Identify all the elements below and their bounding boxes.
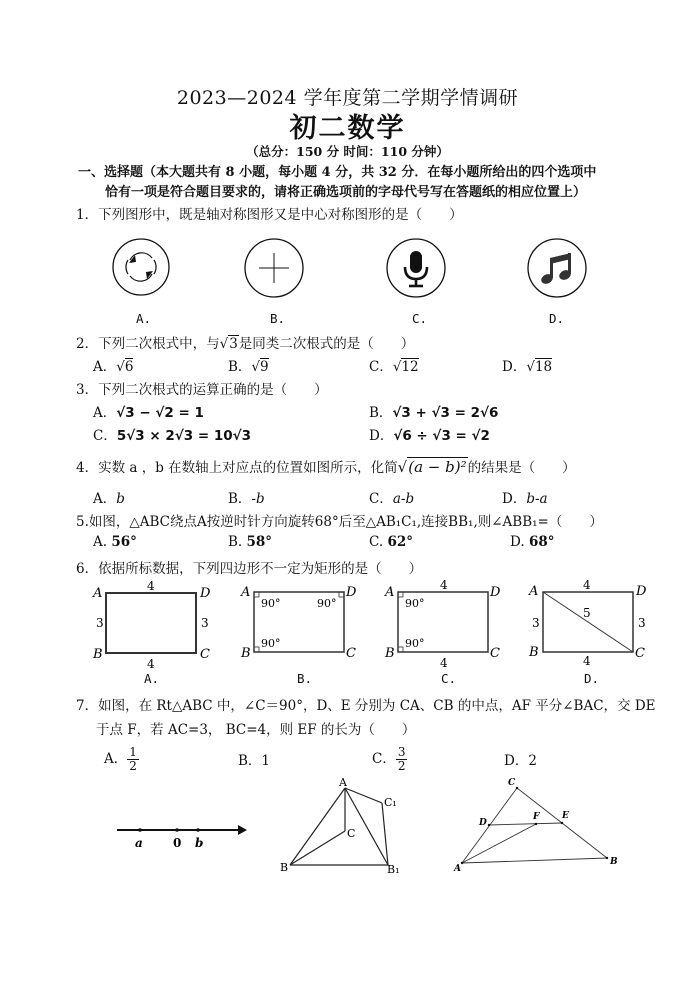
q1-stem: 1．下列图形中，既是轴对称图形又是中心对称图形的是（ ） xyxy=(76,207,463,223)
svg-text:4: 4 xyxy=(440,656,448,670)
q3-stem: 3．下列二次根式的运算正确的是（ ） xyxy=(76,382,328,398)
svg-text:90°: 90° xyxy=(405,637,425,650)
q6-label-c: C. xyxy=(441,671,457,686)
svg-text:C: C xyxy=(347,827,356,840)
svg-text:D: D xyxy=(346,585,357,600)
svg-text:C: C xyxy=(635,646,645,661)
svg-text:90°: 90° xyxy=(261,637,281,650)
q2-option-a: A．√6 xyxy=(93,359,134,375)
q2-option-c: C．√12 xyxy=(369,359,419,375)
svg-text:A: A xyxy=(241,585,251,600)
svg-text:A: A xyxy=(339,776,347,789)
q5-stem: 5.如图，△ABC绕点A按逆时针方向旋转68°后至△AB₁C₁,连接BB₁,则∠ABB₁=（ ） xyxy=(76,514,603,530)
svg-text:D: D xyxy=(200,586,211,601)
svg-text:A: A xyxy=(454,864,461,874)
q6-label-d: D. xyxy=(584,671,600,686)
svg-text:a: a xyxy=(135,836,143,850)
svg-text:B: B xyxy=(385,646,395,661)
svg-text:B: B xyxy=(610,857,618,867)
q4-option-d: D．b-a xyxy=(502,491,548,507)
svg-text:b: b xyxy=(195,836,204,850)
q6-figure-c xyxy=(384,580,509,670)
exam-subject: 初二数学 xyxy=(289,113,406,144)
svg-text:B: B xyxy=(241,646,251,661)
microphone-icon xyxy=(386,238,446,298)
q4-option-b: B．-b xyxy=(228,491,265,507)
svg-text:D: D xyxy=(636,584,647,599)
svg-text:0: 0 xyxy=(173,836,182,850)
q6-figure-a xyxy=(92,580,217,670)
q6-label-a: A. xyxy=(144,671,160,686)
q7-option-a: A． $\frac{1}{2}$ xyxy=(104,745,137,773)
number-line-figure xyxy=(116,818,248,852)
section-instructions-line1: 一、选择题（本大题共有 8 小题，每小题 4 分，共 32 分．在每小题所给出的四个选项中 xyxy=(78,165,597,180)
q2-stem-pre: 2．下列二次根式中，与 xyxy=(76,336,220,352)
svg-text:4: 4 xyxy=(147,579,155,593)
q4-stem-post: 的结果是（ ） xyxy=(467,460,576,476)
q5-option-c: C. 62° xyxy=(369,534,413,550)
svg-text:B₁: B₁ xyxy=(387,863,400,876)
svg-text:4: 4 xyxy=(440,578,448,592)
q3-option-c: C．5√3 × 2√3 = 10√3 xyxy=(93,428,252,444)
q3-option-b: B．√3 + √3 = 2√6 xyxy=(369,405,499,421)
q5-option-a: A. 56° xyxy=(93,534,137,550)
q1-option-c-label: C. xyxy=(412,311,428,326)
svg-text:D: D xyxy=(490,585,501,600)
svg-text:D: D xyxy=(479,818,487,828)
svg-text:90°: 90° xyxy=(261,597,281,610)
refresh-arrows-icon xyxy=(112,238,170,296)
plus-icon xyxy=(244,238,304,298)
svg-text:F: F xyxy=(533,812,540,822)
q6-figure-b xyxy=(240,580,365,670)
q3-option-a: A．√3 − √2 = 1 xyxy=(93,405,204,421)
svg-text:C: C xyxy=(508,778,516,788)
svg-text:3: 3 xyxy=(96,616,104,630)
q4-stem: 4．实数 a ，b 在数轴上对应点的位置如图所示，化简√(a − b)²的结果是（ ） xyxy=(76,458,576,476)
svg-text:4: 4 xyxy=(147,657,155,671)
music-note-icon xyxy=(527,238,587,298)
q1-option-a-label: A. xyxy=(136,311,152,326)
q1-option-b-label: B. xyxy=(270,311,286,326)
q4-stem-pre: 4．实数 a ，b 在数轴上对应点的位置如图所示，化简 xyxy=(76,460,398,476)
rotation-figure xyxy=(280,776,410,876)
svg-text:3: 3 xyxy=(532,616,540,630)
q2-option-b: B．√9 xyxy=(228,359,269,375)
svg-text:A: A xyxy=(385,585,395,600)
svg-text:C: C xyxy=(490,646,500,661)
q7-option-c: C． $\frac{3}{2}$ xyxy=(372,745,406,773)
svg-text:B: B xyxy=(93,647,103,662)
svg-text:3: 3 xyxy=(201,616,209,630)
svg-text:90°: 90° xyxy=(405,597,425,610)
svg-text:E: E xyxy=(562,811,569,821)
svg-text:A: A xyxy=(529,584,539,599)
q4-option-c: C．a-b xyxy=(369,491,415,507)
svg-text:C: C xyxy=(200,647,210,662)
svg-text:B: B xyxy=(280,861,289,874)
q6-label-b: B. xyxy=(297,671,313,686)
svg-text:4: 4 xyxy=(583,654,591,668)
score-time-info: （总分：150 分 时间：110 分钟） xyxy=(246,144,449,159)
svg-text:A: A xyxy=(93,586,103,601)
svg-text:5: 5 xyxy=(583,606,591,620)
svg-text:C₁: C₁ xyxy=(384,796,397,809)
q7-stem-line1: 7．如图，在 Rt△ABC 中，∠C＝90°，D、E 分别为 CA、CB 的中点，AF 平分∠BAC，交 DE xyxy=(76,698,656,714)
svg-text:3: 3 xyxy=(638,616,646,630)
q2-option-d: D．√18 xyxy=(502,359,553,375)
q7-option-d: D．2 xyxy=(504,753,537,769)
q3-option-d: D．√6 ÷ √3 = √2 xyxy=(369,428,490,444)
svg-text:90°: 90° xyxy=(317,597,337,610)
q4-option-a: A．b xyxy=(93,491,125,507)
triangle-figure xyxy=(452,776,622,876)
q5-option-b: B. 58° xyxy=(228,534,273,550)
q2-stem-post: 是同类二次根式的是（ ） xyxy=(238,336,415,352)
q6-figure-d xyxy=(528,580,653,670)
svg-text:4: 4 xyxy=(583,578,591,592)
svg-text:C: C xyxy=(346,646,356,661)
q7-option-b: B．1 xyxy=(238,753,271,769)
q2-stem: 2．下列二次根式中，与√3是同类二次根式的是（ ） xyxy=(76,336,415,352)
q2-stem-radicand: 3 xyxy=(229,336,238,352)
q4-stem-radicand: (a − b)² xyxy=(408,458,467,476)
q1-option-d-label: D. xyxy=(549,311,565,326)
q7-stem-line2: 于点 F，若 AC=3， BC=4，则 EF 的长为（ ） xyxy=(96,722,416,738)
q6-stem: 6．依据所标数据，下列四边形不一定为矩形的是（ ） xyxy=(76,561,423,577)
q5-option-d: D. 68° xyxy=(510,534,555,550)
svg-text:B: B xyxy=(529,645,539,660)
exam-title: 2023—2024 学年度第二学期学情调研 xyxy=(176,87,519,109)
section-instructions-line2: 恰有一项是符合题目要求的，请将正确选项前的字母代号写在答题纸的相应位置上） xyxy=(105,185,587,200)
